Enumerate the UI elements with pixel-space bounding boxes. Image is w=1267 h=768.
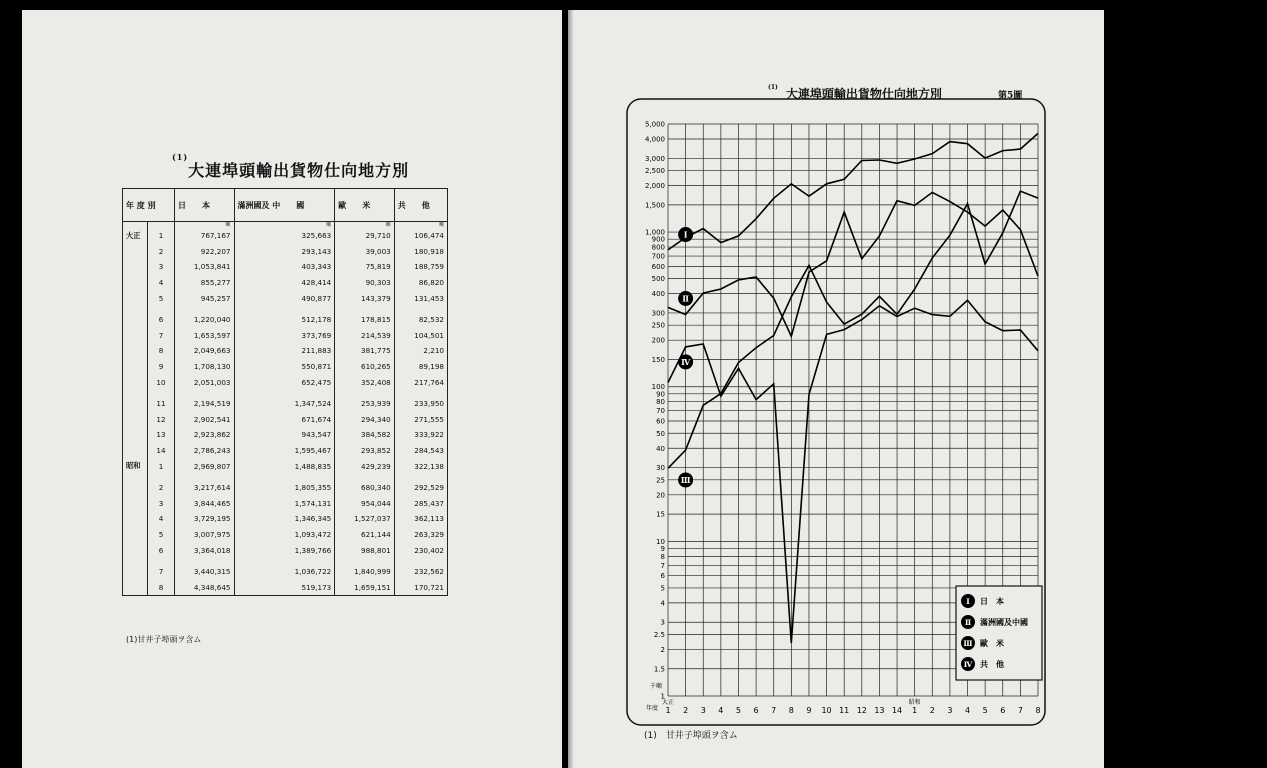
cell-europe-america: 988,801 [335, 542, 395, 558]
cell-era [123, 244, 148, 260]
cell-other: 170,721 [394, 579, 447, 595]
table-title [172, 151, 410, 181]
series-marker-numeral: Ⅰ [683, 229, 688, 240]
cell-other: 82,532 [394, 312, 447, 328]
table-row [123, 359, 448, 375]
cell-other: 2,210 [394, 343, 447, 359]
title-note-mark: (1) [172, 151, 189, 162]
legend-label: 滿洲國及中國 [980, 617, 1028, 627]
cell-europe-america: 90,303 [335, 275, 395, 291]
cell-year: 10 [148, 374, 175, 390]
table-row [123, 244, 448, 260]
x-tick-label: 6 [1000, 706, 1006, 715]
x-tick-label: 3 [947, 706, 953, 715]
header-other: 共 他 [394, 189, 447, 222]
y-tick-label: 3,000 [644, 154, 665, 163]
cell-japan: 3,440,315 [175, 564, 235, 580]
cell-japan: 2,194,519 [175, 396, 235, 412]
y-tick-label: 2,000 [644, 182, 665, 191]
cell-japan: 3,844,465 [175, 496, 235, 512]
y-tick-label: 80 [656, 398, 665, 407]
table-row [123, 427, 448, 443]
y-tick-label: 400 [651, 290, 665, 299]
cell-europe-america: 294,340 [335, 412, 395, 428]
x-tick-label: 2 [929, 706, 935, 715]
cell-other: 232,562 [394, 564, 447, 580]
x-tick-label: 14 [891, 706, 903, 715]
cell-era [123, 496, 148, 512]
cell-japan: 855,277 [175, 275, 235, 291]
cell-other: 131,453 [394, 290, 447, 306]
cell-japan: 945,257 [175, 290, 235, 306]
x-tick-label: 3 [700, 706, 706, 715]
cell-era [123, 343, 148, 359]
y-tick-label: 8 [660, 552, 665, 561]
cell-other: 233,950 [394, 396, 447, 412]
cell-japan: 4,348,645 [175, 579, 235, 595]
y-tick-label: 900 [651, 235, 665, 244]
x-tick-label: 2 [683, 706, 689, 715]
cell-manchuria-china: 550,871 [234, 359, 335, 375]
cell-manchuria-china: 1,488,835 [234, 458, 335, 474]
legend-marker-numeral: Ⅰ [966, 597, 970, 606]
cell-europe-america: 384,582 [335, 427, 395, 443]
cell-manchuria-china: 490,877 [234, 290, 335, 306]
cell-other: 188,759 [394, 259, 447, 275]
y-tick-label: 60 [656, 417, 665, 426]
cell-manchuria-china: 1,805,355 [234, 480, 335, 496]
x-tick-label: 7 [771, 706, 777, 715]
x-tick-label: 13 [874, 706, 885, 715]
cell-manchuria-china: 211,883 [234, 343, 335, 359]
cell-year: 11 [148, 396, 175, 412]
x-tick-label: 5 [735, 706, 742, 715]
y-tick-label: 1,500 [644, 201, 665, 210]
table-row [123, 396, 448, 412]
cell-era [123, 542, 148, 558]
table-row [123, 542, 448, 558]
unit-cell: 噸 [335, 222, 395, 229]
x-tick-label: 8 [1035, 706, 1041, 715]
line-chart [624, 96, 1048, 728]
cell-japan: 2,902,541 [175, 412, 235, 428]
series-marker-numeral: Ⅱ [682, 293, 689, 304]
cell-japan: 1,220,040 [175, 312, 235, 328]
legend-marker-numeral: Ⅲ [963, 639, 973, 648]
cell-year: 8 [148, 579, 175, 595]
cell-era: 大正 [123, 228, 148, 244]
legend-label: 歐 米 [980, 638, 1004, 648]
cell-other: 104,501 [394, 328, 447, 344]
table-row [123, 458, 448, 474]
table-row [123, 374, 448, 390]
cell-japan: 3,729,195 [175, 511, 235, 527]
unit-cell: 噸 [175, 222, 235, 229]
cell-europe-america: 429,239 [335, 458, 395, 474]
legend-label: 共 他 [980, 659, 1004, 669]
cell-year: 1 [148, 458, 175, 474]
y-tick-label: 600 [651, 262, 665, 271]
cell-other: 292,529 [394, 480, 447, 496]
right-page [568, 10, 1104, 768]
legend-marker-numeral: Ⅱ [964, 618, 972, 627]
chart-note: (1) 甘井子埠頭ヲ含ム [644, 731, 738, 741]
y-tick-label: 2 [660, 645, 665, 654]
cell-other: 89,198 [394, 359, 447, 375]
series-line-2 [668, 192, 1038, 336]
cell-manchuria-china: 1,347,524 [234, 396, 335, 412]
cell-year: 9 [148, 359, 175, 375]
y-tick-label: 500 [651, 275, 665, 284]
y-tick-label: 25 [656, 476, 665, 485]
y-tick-label: 1,000 [644, 228, 665, 237]
unit-cell: 噸 [394, 222, 447, 229]
cell-manchuria-china: 519,173 [234, 579, 335, 595]
cell-other: 362,113 [394, 511, 447, 527]
cell-japan: 922,207 [175, 244, 235, 260]
cell-other: 86,820 [394, 275, 447, 291]
era-label: 大正 [661, 699, 675, 706]
cell-other: 285,437 [394, 496, 447, 512]
cell-japan: 1,708,130 [175, 359, 235, 375]
cell-era: 昭和 [123, 458, 148, 474]
table-row [123, 228, 448, 244]
y-tick-label: 20 [656, 491, 665, 500]
y-tick-label: 90 [656, 390, 665, 399]
cell-europe-america: 1,659,151 [335, 579, 395, 595]
cell-manchuria-china: 1,389,766 [234, 542, 335, 558]
cell-year: 7 [148, 564, 175, 580]
cell-year: 3 [148, 496, 175, 512]
cell-other: 322,138 [394, 458, 447, 474]
data-table [122, 188, 448, 596]
left-page [22, 10, 562, 768]
cell-other: 106,474 [394, 228, 447, 244]
table-body [123, 222, 448, 596]
y-tick-label: 700 [651, 252, 665, 261]
table-title-text: 大連埠頭輸出貨物仕向地方別 [188, 161, 410, 180]
x-tick-label: 4 [964, 706, 971, 715]
y-tick-label: 9 [660, 544, 665, 553]
cell-europe-america: 954,044 [335, 496, 395, 512]
x-tick-label: 5 [982, 706, 988, 715]
cell-manchuria-china: 671,674 [234, 412, 335, 428]
cell-europe-america: 29,710 [335, 228, 395, 244]
cell-year: 14 [148, 443, 175, 459]
table-row [123, 443, 448, 459]
cell-year: 6 [148, 312, 175, 328]
cell-year: 5 [148, 527, 175, 543]
x-tick-label: 4 [718, 706, 724, 715]
cell-era [123, 443, 148, 459]
y-unit-label: 千噸 [649, 683, 663, 690]
cell-manchuria-china: 1,036,722 [234, 564, 335, 580]
table-row [123, 412, 448, 428]
cell-year: 2 [148, 244, 175, 260]
cell-era [123, 259, 148, 275]
cell-japan: 3,007,975 [175, 527, 235, 543]
cell-year: 8 [148, 343, 175, 359]
table-row [123, 564, 448, 580]
cell-japan: 1,053,841 [175, 259, 235, 275]
series-line-3 [668, 191, 1038, 468]
cell-year: 13 [148, 427, 175, 443]
table-row [123, 312, 448, 328]
table-row [123, 496, 448, 512]
x-tick-label: 1 [912, 706, 918, 715]
cell-manchuria-china: 652,475 [234, 374, 335, 390]
table-row [123, 290, 448, 306]
table-row [123, 527, 448, 543]
cell-japan: 2,049,663 [175, 343, 235, 359]
cell-year: 5 [148, 290, 175, 306]
cell-manchuria-china: 1,595,467 [234, 443, 335, 459]
table-row [123, 328, 448, 344]
cell-year: 7 [148, 328, 175, 344]
cell-era [123, 480, 148, 496]
cell-era [123, 328, 148, 344]
y-tick-label: 300 [651, 309, 665, 318]
cell-manchuria-china: 403,343 [234, 259, 335, 275]
y-tick-label: 2,500 [644, 167, 665, 176]
cell-europe-america: 621,144 [335, 527, 395, 543]
table-row [123, 480, 448, 496]
cell-europe-america: 1,527,037 [335, 511, 395, 527]
cell-manchuria-china: 293,143 [234, 244, 335, 260]
cell-year: 4 [148, 275, 175, 291]
cell-europe-america: 39,003 [335, 244, 395, 260]
cell-year: 6 [148, 542, 175, 558]
y-tick-label: 100 [651, 383, 665, 392]
cell-year: 4 [148, 511, 175, 527]
y-tick-label: 5 [660, 584, 665, 593]
cell-other: 180,918 [394, 244, 447, 260]
y-tick-label: 15 [656, 510, 665, 519]
legend-label: 日 本 [980, 596, 1004, 606]
y-tick-label: 4 [660, 599, 665, 608]
cell-era [123, 396, 148, 412]
cell-europe-america: 253,939 [335, 396, 395, 412]
table-row [123, 511, 448, 527]
x-tick-label: 6 [753, 706, 759, 715]
cell-japan: 767,167 [175, 228, 235, 244]
x-tick-label: 12 [856, 706, 867, 715]
cell-japan: 3,364,018 [175, 542, 235, 558]
y-tick-label: 250 [651, 321, 665, 330]
y-tick-label: 6 [660, 572, 665, 581]
cell-era [123, 412, 148, 428]
cell-year: 1 [148, 228, 175, 244]
cell-japan: 2,969,807 [175, 458, 235, 474]
table-row [123, 275, 448, 291]
y-tick-label: 30 [656, 464, 665, 473]
header-europe-america: 歐 米 [335, 189, 395, 222]
cell-manchuria-china: 325,663 [234, 228, 335, 244]
era-label: 昭和 [908, 699, 921, 706]
x-tick-label: 8 [788, 706, 794, 715]
x-tick-label: 9 [806, 706, 812, 715]
cell-japan: 2,786,243 [175, 443, 235, 459]
spine-shadow [568, 10, 574, 768]
y-tick-label: 50 [656, 429, 665, 438]
y-tick-label: 200 [651, 336, 665, 345]
chart-title-text: 大連埠頭輸出貨物仕向地方別 [785, 87, 942, 101]
y-tick-label: 1.5 [653, 665, 665, 674]
table-row [123, 343, 448, 359]
table-row [123, 579, 448, 595]
cell-japan: 2,051,003 [175, 374, 235, 390]
table-row [123, 259, 448, 275]
series-marker-numeral: Ⅲ [680, 474, 691, 485]
cell-europe-america: 1,840,999 [335, 564, 395, 580]
cell-manchuria-china: 512,178 [234, 312, 335, 328]
y-tick-label: 70 [656, 407, 665, 416]
cell-other: 284,543 [394, 443, 447, 459]
cell-manchuria-china: 1,346,345 [234, 511, 335, 527]
cell-era [123, 359, 148, 375]
x-axis-label: 年度 [645, 705, 659, 712]
y-tick-label: 7 [660, 561, 665, 570]
header-year: 年 度 別 [123, 189, 175, 222]
cell-era [123, 527, 148, 543]
cell-era [123, 312, 148, 328]
x-tick-label: 1 [665, 706, 671, 715]
cell-era [123, 427, 148, 443]
cell-europe-america: 680,340 [335, 480, 395, 496]
cell-other: 230,402 [394, 542, 447, 558]
x-tick-label: 11 [839, 706, 850, 715]
cell-manchuria-china: 1,093,472 [234, 527, 335, 543]
chart-title-mark: (1) [768, 84, 778, 91]
cell-era [123, 511, 148, 527]
y-tick-label: 5,000 [644, 120, 665, 129]
y-tick-label: 40 [656, 444, 665, 453]
cell-europe-america: 178,815 [335, 312, 395, 328]
table-header-row [123, 189, 448, 222]
cell-europe-america: 352,408 [335, 374, 395, 390]
cell-japan: 1,653,597 [175, 328, 235, 344]
cell-era [123, 290, 148, 306]
cell-europe-america: 293,852 [335, 443, 395, 459]
cell-europe-america: 381,775 [335, 343, 395, 359]
cell-japan: 2,923,862 [175, 427, 235, 443]
unit-cell: 噸 [234, 222, 335, 229]
y-tick-label: 1 [660, 692, 665, 701]
cell-era [123, 564, 148, 580]
y-tick-label: 10 [656, 537, 665, 546]
cell-year: 3 [148, 259, 175, 275]
cell-manchuria-china: 1,574,131 [234, 496, 335, 512]
cell-other: 217,764 [394, 374, 447, 390]
header-japan: 日 本 [175, 189, 235, 222]
cell-other: 263,329 [394, 527, 447, 543]
x-tick-label: 10 [821, 706, 832, 715]
cell-year: 2 [148, 480, 175, 496]
cell-europe-america: 75,819 [335, 259, 395, 275]
cell-europe-america: 610,265 [335, 359, 395, 375]
legend-marker-numeral: Ⅳ [963, 660, 973, 669]
header-manchuria-china: 滿洲國及 中 國 [234, 189, 335, 222]
cell-manchuria-china: 943,547 [234, 427, 335, 443]
series-marker-numeral: Ⅳ [681, 356, 691, 367]
cell-era [123, 275, 148, 291]
y-tick-label: 150 [651, 355, 665, 364]
y-tick-label: 4,000 [644, 135, 665, 144]
cell-era [123, 374, 148, 390]
cell-era [123, 579, 148, 595]
cell-year: 12 [148, 412, 175, 428]
cell-japan: 3,217,614 [175, 480, 235, 496]
cell-europe-america: 214,539 [335, 328, 395, 344]
y-tick-label: 3 [660, 618, 665, 627]
cell-manchuria-china: 373,769 [234, 328, 335, 344]
cell-manchuria-china: 428,414 [234, 275, 335, 291]
cell-europe-america: 143,379 [335, 290, 395, 306]
cell-other: 333,922 [394, 427, 447, 443]
cell-other: 271,555 [394, 412, 447, 428]
x-tick-label: 7 [1017, 706, 1023, 715]
table-note: (1)甘井子埠頭ヲ含ム [126, 635, 202, 644]
figure-label: 第5圖 [998, 91, 1023, 101]
y-tick-label: 800 [651, 243, 665, 252]
y-tick-label: 2.5 [653, 630, 665, 639]
